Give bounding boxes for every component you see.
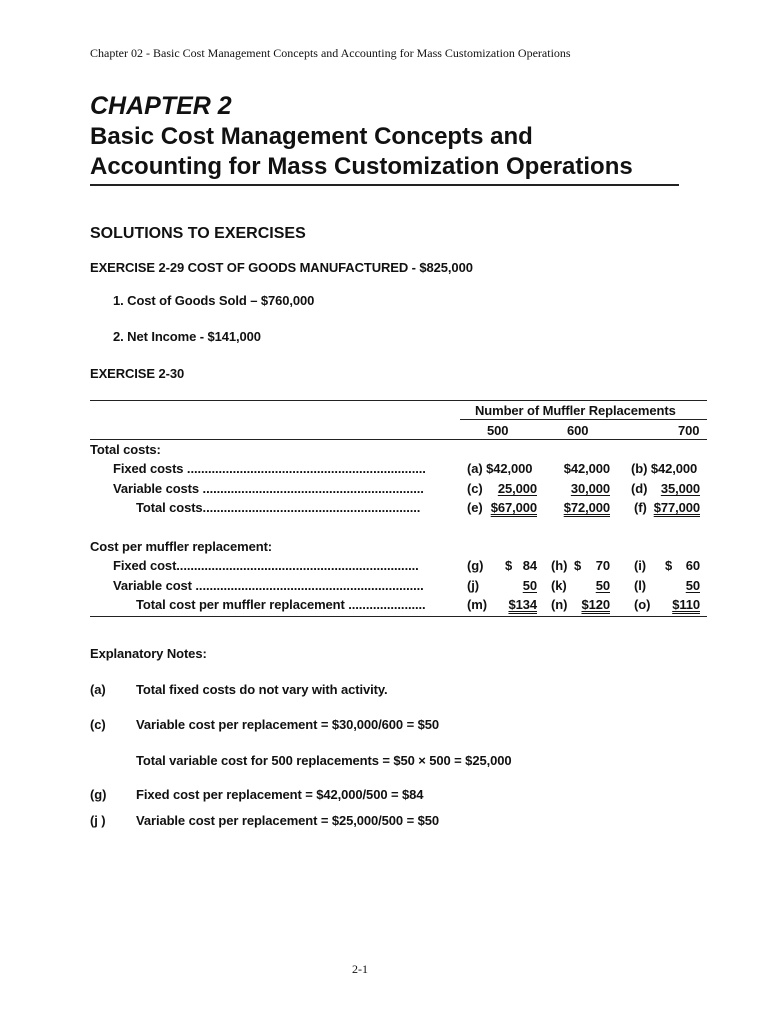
exercise-2-29-heading: EXERCISE 2-29 COST OF GOODS MANUFACTURED - $825,000 xyxy=(90,260,473,275)
variable-costs-label: Variable costs ............................................................... xyxy=(113,481,424,496)
running-header: Chapter 02 - Basic Cost Management Concepts and Accounting for Mass Customization Operations xyxy=(90,46,571,60)
note-g-text: Fixed cost per replacement = $42,000/500 = $84 xyxy=(136,787,424,802)
variable-per-500: 50 xyxy=(522,578,537,593)
ref-label-l: (l) xyxy=(634,578,646,593)
ref-label-a: (a) xyxy=(467,461,483,476)
ref-label-f: (f) xyxy=(634,500,647,515)
exercise-2-29-item-1: 1. Cost of Goods Sold – $760,000 xyxy=(113,293,315,308)
currency-sign: $ xyxy=(574,558,582,573)
total-costs-label: Total costs: xyxy=(90,442,161,457)
table-row xyxy=(467,461,532,476)
fixed-per-500: 84 xyxy=(522,558,537,573)
variable-per-600: 50 xyxy=(595,578,610,593)
ref-label-o: (o) xyxy=(634,597,651,612)
fixed-700: $42,000 xyxy=(650,461,698,476)
table-group-header: Number of Muffler Replacements xyxy=(475,403,676,418)
table-top-rule xyxy=(90,400,707,401)
exercise-2-30-heading: EXERCISE 2-30 xyxy=(90,366,185,381)
note-c-text-2: Total variable cost for 500 replacements = $50 × 500 = $25,000 xyxy=(136,753,512,768)
total-600: $72,000 xyxy=(563,500,610,515)
total-500: $67,000 xyxy=(490,500,537,515)
total-per-700: $110 xyxy=(672,597,700,612)
variable-per-700: 50 xyxy=(685,578,700,593)
fixed-per-600: 70 xyxy=(595,558,610,573)
ref-label-d: (d) xyxy=(631,481,648,496)
currency-sign: $ xyxy=(505,558,513,573)
variable-700: 35,000 xyxy=(660,481,700,496)
chapter-title-line2: Accounting for Mass Customization Operations xyxy=(90,153,633,180)
variable-500: 25,000 xyxy=(497,481,537,496)
ref-label-m: (m) xyxy=(467,597,487,612)
note-a-text: Total fixed costs do not vary with activity. xyxy=(136,682,388,697)
note-j-text: Variable cost per replacement = $25,000/500 = $50 xyxy=(136,813,439,828)
note-a-label: (a) xyxy=(90,682,106,697)
fixed-600: $42,000 xyxy=(563,461,610,476)
chapter-label: CHAPTER 2 xyxy=(90,92,232,120)
total-per-label: Total cost per muffler replacement ...................... xyxy=(136,597,426,612)
fixed-500: $42,000 xyxy=(486,461,533,476)
table-header-rule xyxy=(90,439,707,440)
note-c-text-1: Variable cost per replacement = $30,000/600 = $50 xyxy=(136,717,439,732)
total-per-500: $134 xyxy=(508,597,537,612)
ref-label-e: (e) xyxy=(467,500,483,515)
total-700: $77,000 xyxy=(653,500,700,515)
ref-label-h: (h) xyxy=(551,558,568,573)
note-g-label: (g) xyxy=(90,787,107,802)
ref-label-k: (k) xyxy=(551,578,567,593)
fixed-cost-label: Fixed cost..................................................................... xyxy=(113,558,419,573)
variable-cost-label: Variable cost ................................................................. xyxy=(113,578,424,593)
table-bottom-rule xyxy=(90,616,707,617)
ref-label-n: (n) xyxy=(551,597,568,612)
exercise-2-29-item-2: 2. Net Income - $141,000 xyxy=(113,329,261,344)
ref-label-g: (g) xyxy=(467,558,484,573)
column-header-700: 700 xyxy=(678,423,700,438)
variable-600: 30,000 xyxy=(570,481,610,496)
column-header-500: 500 xyxy=(487,423,509,438)
chapter-title-line1: Basic Cost Management Concepts and xyxy=(90,123,533,150)
solutions-heading: SOLUTIONS TO EXERCISES xyxy=(90,225,306,242)
note-j-label: (j ) xyxy=(90,813,106,828)
table-group-rule xyxy=(460,419,707,420)
per-unit-label: Cost per muffler replacement: xyxy=(90,539,273,554)
ref-label-b: (b) xyxy=(631,461,648,476)
note-c-label: (c) xyxy=(90,717,106,732)
page-number: 2-1 xyxy=(352,962,368,976)
ref-label-j: (j) xyxy=(467,578,479,593)
total-per-600: $120 xyxy=(581,597,610,612)
fixed-costs-label: Fixed costs .................................................................... xyxy=(113,461,426,476)
ref-label-i: (i) xyxy=(634,558,646,573)
notes-heading: Explanatory Notes: xyxy=(90,646,207,661)
table-row xyxy=(631,461,697,476)
ref-label-c: (c) xyxy=(467,481,483,496)
total-costs-row-label: Total costs.............................................................. xyxy=(136,500,421,515)
title-rule xyxy=(90,184,679,186)
fixed-per-700: 60 xyxy=(685,558,700,573)
currency-sign: $ xyxy=(665,558,673,573)
column-header-600: 600 xyxy=(567,423,589,438)
